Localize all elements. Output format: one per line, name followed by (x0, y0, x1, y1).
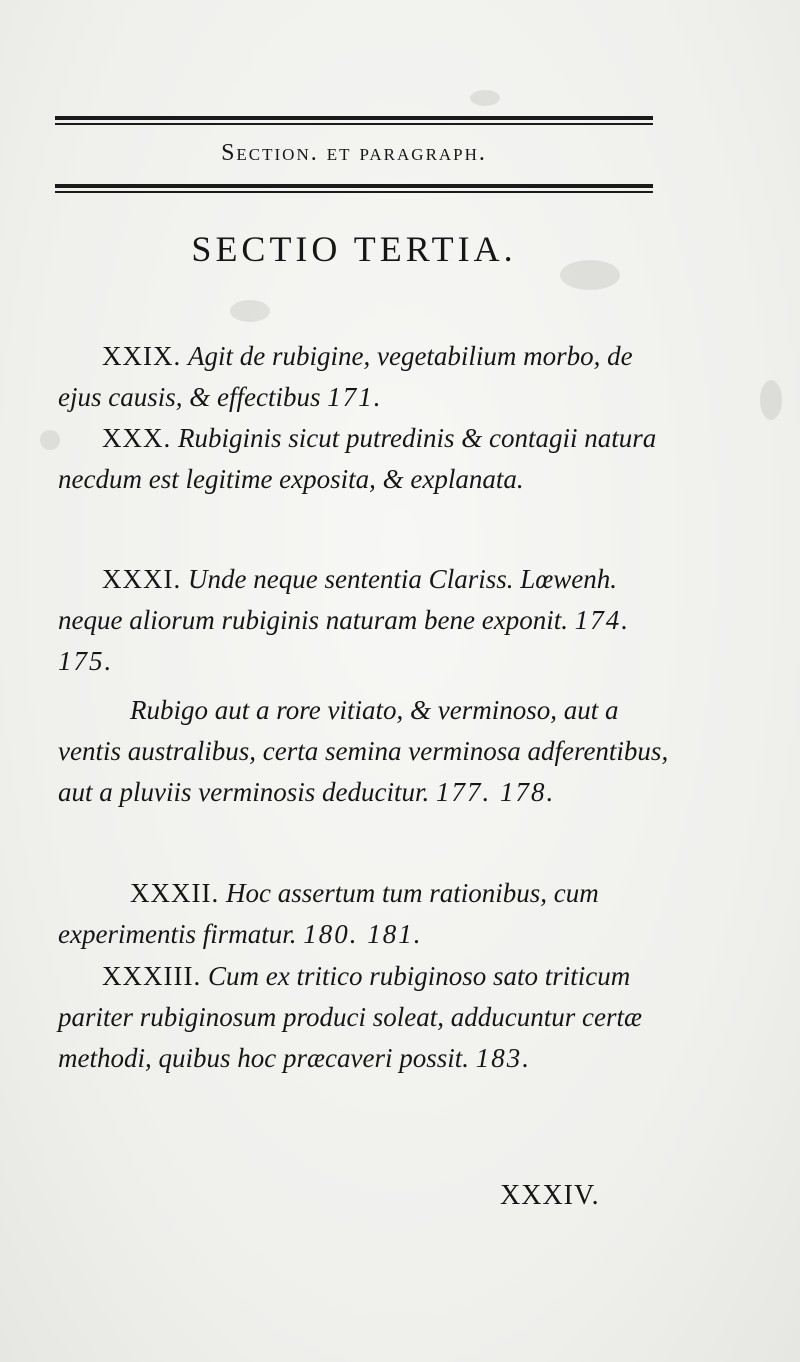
header-rule-top-thick (55, 116, 653, 120)
entry-text: Cum ex tritico rubiginoso sato triticum pariter rubiginosum produci soleat, adducuntur certæ methodi, quibus hoc præcaveri possit. (58, 961, 642, 1073)
entry-page-refs: 180. 181. (303, 919, 423, 949)
entry-number: XXXIII. (102, 961, 202, 991)
entry-text: Rubiginis sicut putredinis & contagii natura necdum est legitime exposita, & explanata. (58, 423, 657, 494)
paper-stain (760, 380, 782, 420)
entry-number: XXX. (102, 423, 172, 453)
header-rule-bottom-thin (55, 191, 653, 193)
running-head: Section. et paragraph. (221, 140, 487, 166)
entry-page-refs: 171. (327, 382, 383, 412)
header-rule-bottom-thick (55, 184, 653, 188)
entry-xxxi (58, 559, 678, 682)
paper-stain (40, 430, 60, 450)
paper-stain (230, 300, 270, 322)
entry-xxxiii (58, 956, 678, 1079)
entry-text: Hoc assertum tum rationibus, cum experimentis firmatur. (58, 878, 599, 949)
entry-xxxii (58, 873, 678, 955)
entry-page-refs: 177. 178. (435, 777, 556, 807)
entry-rubigo-paragraph (58, 690, 678, 813)
entry-text: Unde neque sententia Clariss. Lœwenh. neque aliorum rubiginis naturam bene exponit. (58, 564, 617, 635)
entry-text: Agit de rubigine, vegetabilium morbo, de ejus causis, & effectibus (58, 341, 633, 412)
entry-page-refs: 174. 175. (58, 605, 630, 676)
section-title: SECTIO TERTIA. (191, 229, 517, 269)
catchword: XXXIV. (500, 1180, 600, 1211)
entry-text: Rubigo aut a rore vitiato, & verminoso, aut a ventis australibus, certa semina verminosa adferentibus, aut a pluviis verminosis deducitur. (58, 695, 669, 807)
entry-page-refs: 183. (475, 1043, 531, 1073)
entry-xxx (58, 418, 678, 500)
entry-number: XXXI. (102, 564, 182, 594)
entry-number: XXXII. (130, 878, 220, 908)
header-rule-top-thin (55, 123, 653, 125)
entry-number: XXIX. (102, 341, 182, 371)
entry-xxix (58, 336, 678, 418)
paper-stain (470, 90, 500, 106)
